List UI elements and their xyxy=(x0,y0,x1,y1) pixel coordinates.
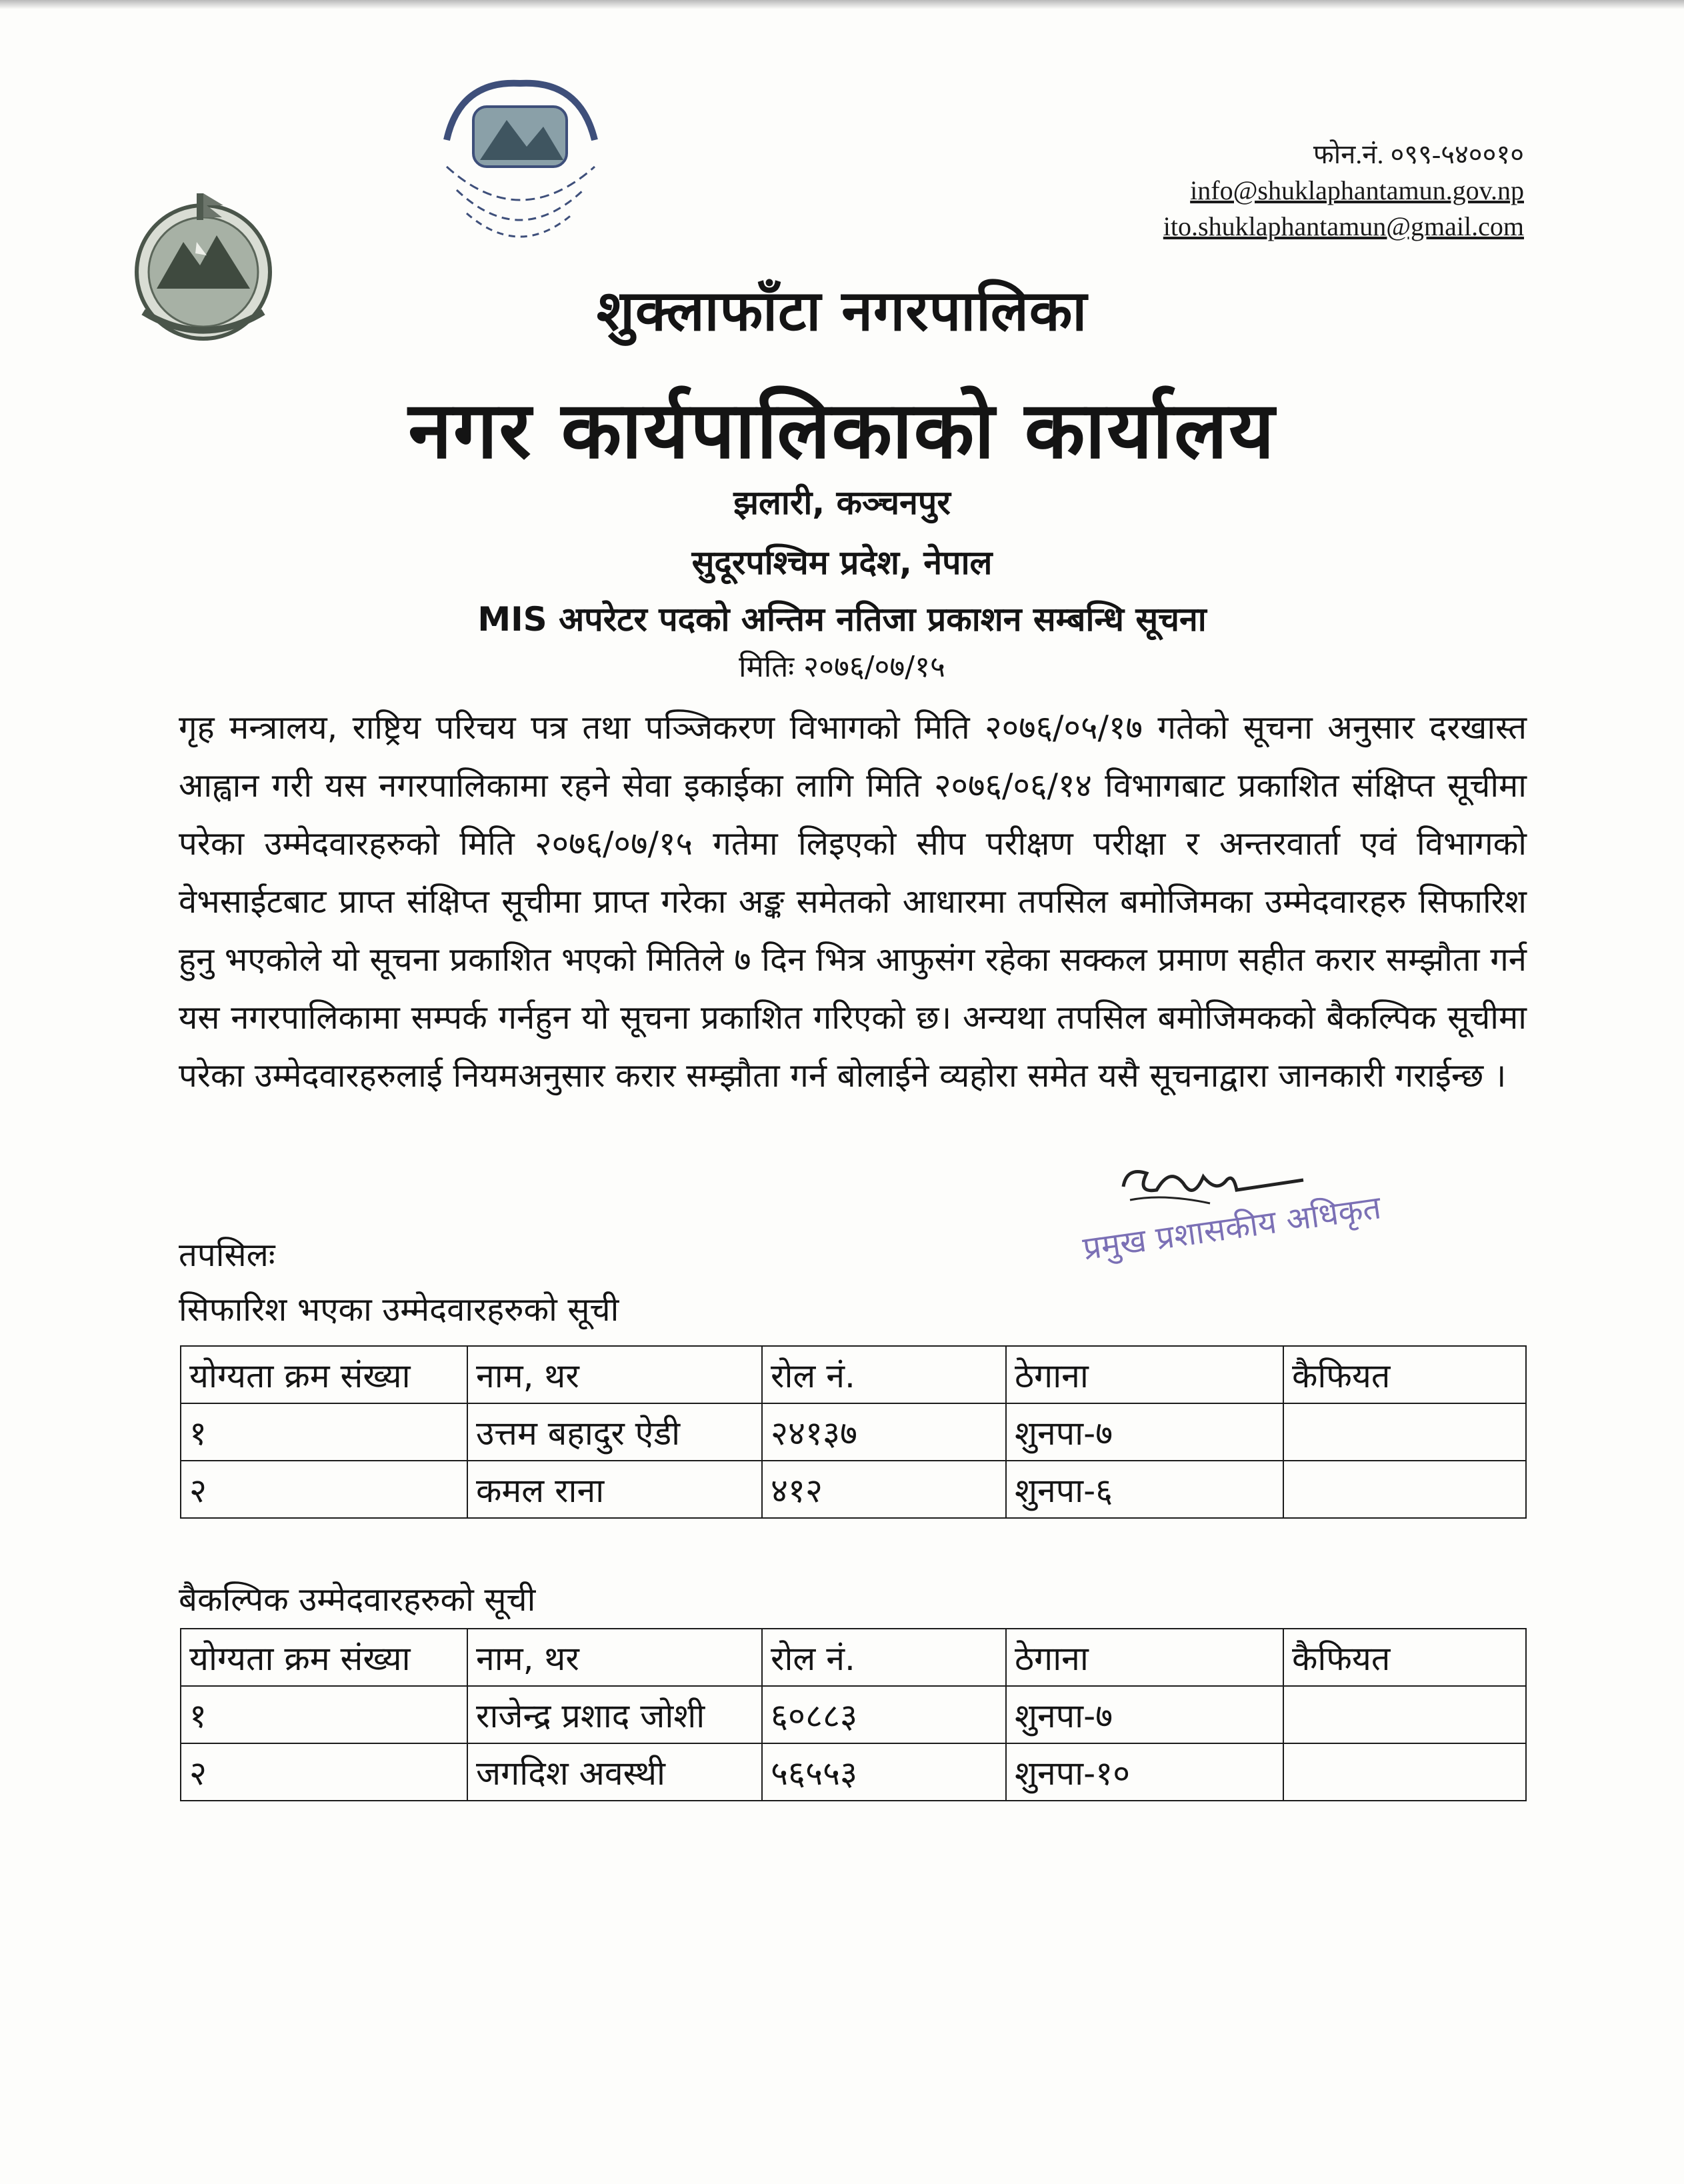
header-cell: रोल नं. xyxy=(762,1346,1006,1403)
table-cell: २४१३७ xyxy=(762,1403,1006,1461)
header-cell: कैफियत xyxy=(1283,1629,1526,1686)
table-cell: शुनपा-७ xyxy=(1006,1403,1283,1461)
table-cell xyxy=(1283,1686,1526,1743)
phone-number: फोन.नं. ०९९-५४००१० xyxy=(1313,139,1524,169)
table-cell xyxy=(1283,1403,1526,1461)
table-cell: १ xyxy=(181,1686,467,1743)
header-cell: कैफियत xyxy=(1283,1346,1526,1403)
table-cell: राजेन्द्र प्रशाद जोशी xyxy=(467,1686,762,1743)
table-row xyxy=(181,1743,1526,1801)
table-cell: ४१२ xyxy=(762,1461,1006,1518)
table-header-row xyxy=(181,1629,1526,1686)
header-cell: योग्यता क्रम संख्या xyxy=(181,1629,467,1686)
header-cell: योग्यता क्रम संख्या xyxy=(181,1346,467,1403)
header-cell: नाम, थर xyxy=(467,1629,762,1686)
table-cell: २ xyxy=(181,1461,467,1518)
table-cell: उत्तम बहादुर ऐडी xyxy=(467,1403,762,1461)
table-cell xyxy=(1283,1461,1526,1518)
recommended-list-title: सिफारिश भएका उम्मेदवारहरुको सूची xyxy=(179,1291,619,1329)
tapasil-label: तपसिलः xyxy=(179,1236,275,1274)
officer-stamp: प्रमुख प्रशासकीय अधिकृत xyxy=(1080,1189,1383,1268)
table-cell: शुनपा-१० xyxy=(1006,1743,1283,1801)
table-cell: ६०८८३ xyxy=(762,1686,1006,1743)
recommended-table xyxy=(180,1345,1527,1519)
table-header-row xyxy=(181,1346,1526,1403)
municipality-seal-icon xyxy=(420,67,620,267)
address-line-1: झलारी, कञ्चनपुर xyxy=(733,483,951,522)
table-cell: १ xyxy=(181,1403,467,1461)
table-cell: शुनपा-७ xyxy=(1006,1686,1283,1743)
table-row xyxy=(181,1461,1526,1518)
table-row xyxy=(181,1686,1526,1743)
header-cell: ठेगाना xyxy=(1006,1346,1283,1403)
notice-subject: MIS अपरेटर पदको अन्तिम नतिजा प्रकाशन सम्बन्धि सूचना xyxy=(477,600,1207,639)
municipality-name: शुक्लाफाँटा नगरपालिका xyxy=(596,278,1088,343)
table-cell xyxy=(1283,1743,1526,1801)
address-line-2: सुदूरपश्चिम प्रदेश, नेपाल xyxy=(691,543,993,582)
alternate-table xyxy=(180,1628,1527,1801)
header-cell: नाम, थर xyxy=(467,1346,762,1403)
contact-block xyxy=(1163,137,1524,245)
header-cell: ठेगाना xyxy=(1006,1629,1283,1686)
table-cell: शुनपा-६ xyxy=(1006,1461,1283,1518)
table-row xyxy=(181,1403,1526,1461)
table-cell: ५६५५३ xyxy=(762,1743,1006,1801)
email-link-info[interactable]: info@shuklaphantamun.gov.np xyxy=(1190,175,1524,205)
header-cell: रोल नं. xyxy=(762,1629,1006,1686)
alternate-list-title: बैकल्पिक उम्मेदवारहरुको सूची xyxy=(179,1581,536,1619)
notice-date: मितिः २०७६/०७/१५ xyxy=(739,650,945,684)
table-cell: जगदिश अवस्थी xyxy=(467,1743,762,1801)
table-cell: कमल राना xyxy=(467,1461,762,1518)
notice-body: गृह मन्त्रालय, राष्ट्रिय परिचय पत्र तथा पञ्जिकरण विभागको मिति २०७६/०५/१७ गतेको सूचना अनुसार दरखास्त आह्वान गरी यस नगरपालिकामा रहने सेवा इकाईका लागि मिति २०७६/०६/१४ विभागबाट प्रकाशित संक्षिप्त सूचीमा परेका उम्मेदवारहरुको मिति २०७६/०७/१५ गतेमा लिइएको सीप परीक्षण परीक्षा र अन्तरवार्ता एवं विभागको वेभसाईटबाट प्राप्त संक्षिप्त सूचीमा प्राप्त गरेका अङ्क समेतको आधारमा तपसिल बमोजिमका उम्मेदवारहरु सिफारिश हुनु भएकोले यो सूचना प्रकाशित भएको मितिले ७ दिन भित्र आफुसंग रहेका सक्कल प्रमाण सहीत करार सम्झौता गर्न यस नगरपालिकामा सम्पर्क गर्नहुन यो सूचना प्रकाशित गरिएको छ। अन्यथा तपसिल बमोजिमकको बैकल्पिक सूचीमा परेका उम्मेदवारहरुलाई नियमअनुसार करार सम्झौता गर्न बोलाईने व्यहोरा समेत यसै सूचनाद्वारा जानकारी गराईन्छ । xyxy=(179,709,1527,1095)
office-title: नगर कार्यपालिकाको कार्यालय xyxy=(408,384,1276,476)
table-cell: २ xyxy=(181,1743,467,1801)
email-link-ito[interactable]: ito.shuklaphantamun@gmail.com xyxy=(1163,211,1524,241)
scan-edge xyxy=(0,0,1684,9)
